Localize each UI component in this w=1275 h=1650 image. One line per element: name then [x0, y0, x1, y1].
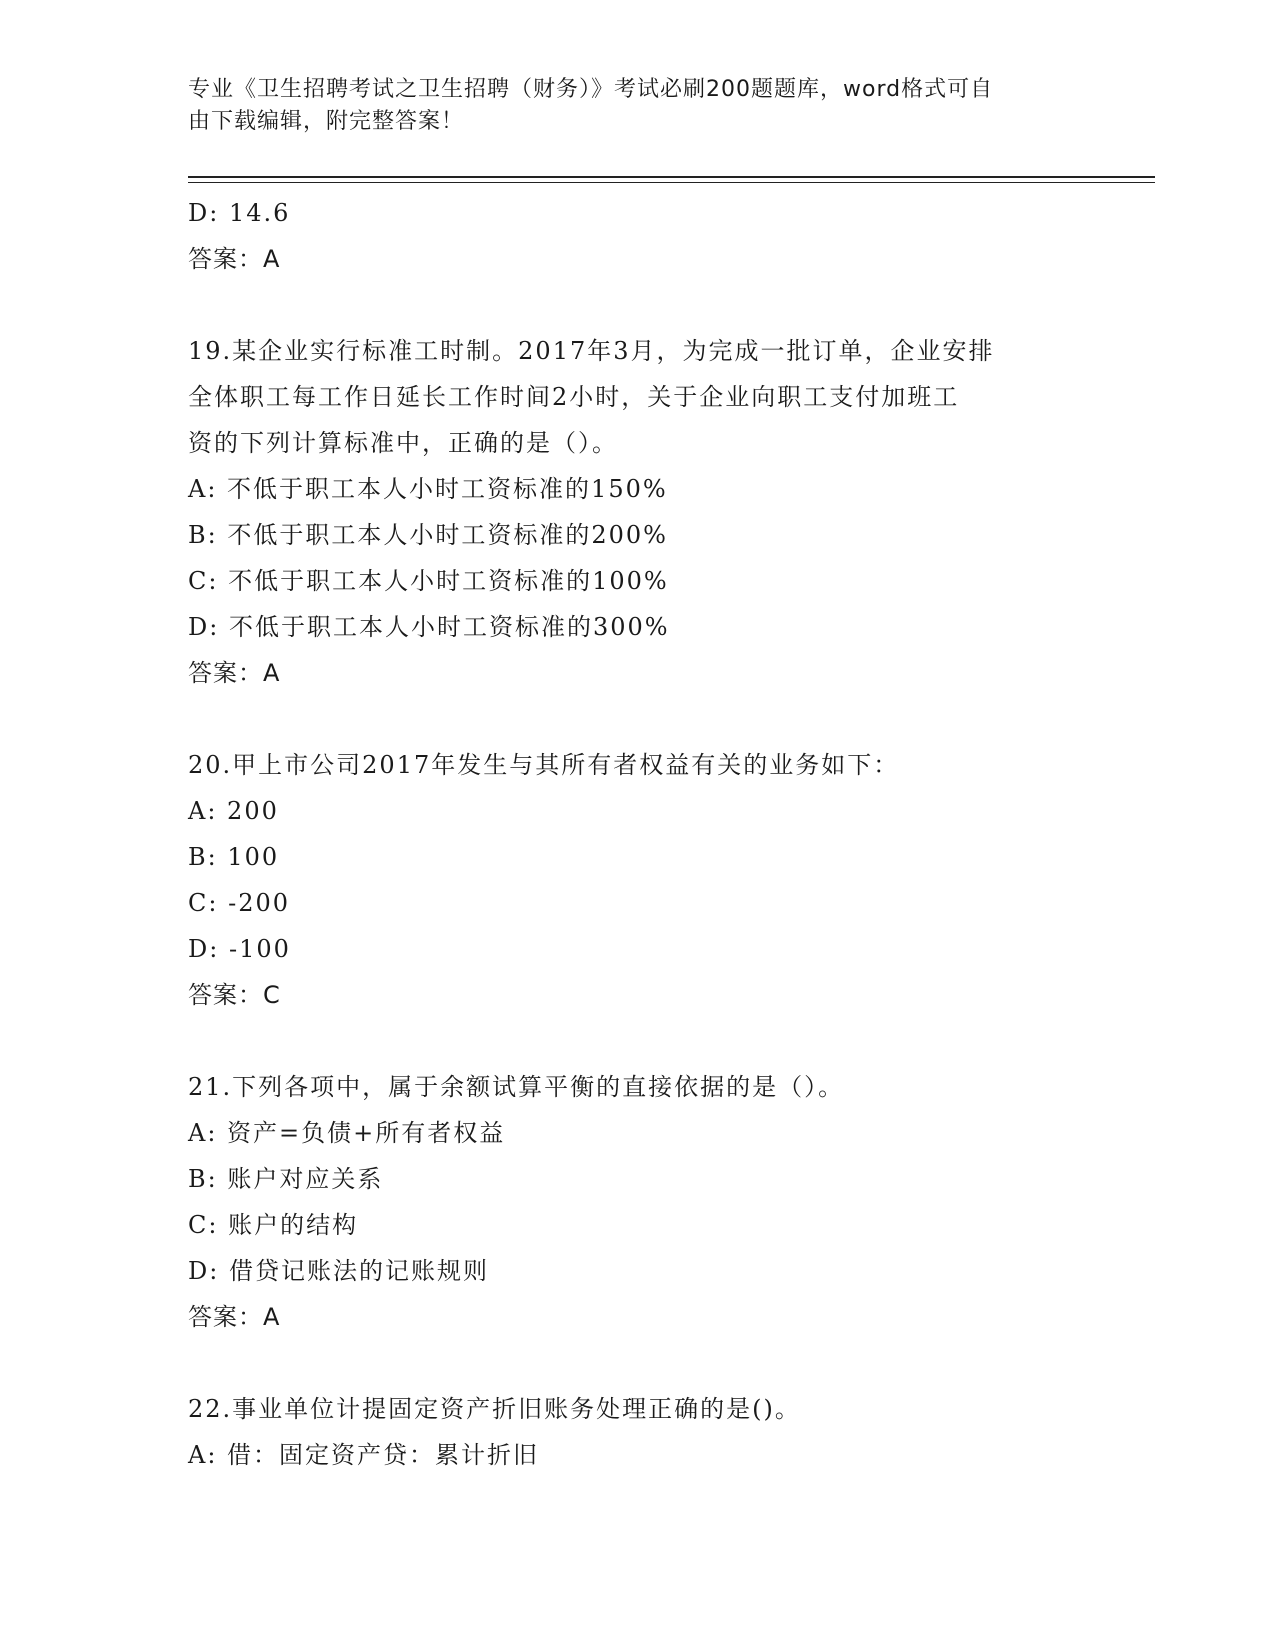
option-d: D: 借贷记账法的记账规则 [188, 1257, 489, 1285]
option-a: A: 资产=负债+所有者权益 [188, 1119, 506, 1147]
question-stem: 资的下列计算标准中，正确的是（）。 [188, 429, 618, 457]
option-d: D: -100 [188, 935, 291, 963]
question-stem: 22.事业单位计提固定资产折旧账务处理正确的是()。 [188, 1395, 801, 1423]
question-21 [188, 1064, 1118, 1340]
option-a: A: 借：固定资产贷：累计折旧 [188, 1441, 540, 1469]
question-stem: 20.甲上市公司2017年发生与其所有者权益有关的业务如下： [188, 751, 900, 779]
option-b: B: 不低于职工本人小时工资标准的200% [188, 521, 668, 549]
answer-line: 答案：C [188, 981, 281, 1009]
document-header [188, 74, 1088, 138]
header-divider-thin [188, 182, 1155, 183]
header-divider-thick [188, 176, 1155, 178]
option-d: D: 不低于职工本人小时工资标准的300% [188, 613, 670, 641]
question-18-tail [188, 190, 1118, 282]
option-a: A: 200 [188, 797, 279, 825]
header-line-2: 由下载编辑，附完整答案！ [188, 109, 465, 134]
spacer [188, 696, 1118, 742]
spacer [188, 282, 1118, 328]
header-line-1: 专业《卫生招聘考试之卫生招聘（财务）》考试必刷200题题库，word格式可自 [188, 77, 994, 102]
question-22 [188, 1386, 1118, 1478]
question-stem: 21.下列各项中，属于余额试算平衡的直接依据的是（）。 [188, 1073, 845, 1101]
option-c: C: 账户的结构 [188, 1211, 359, 1239]
spacer [188, 1340, 1118, 1386]
option-a: A: 不低于职工本人小时工资标准的150% [188, 475, 668, 503]
option-b: B: 账户对应关系 [188, 1165, 384, 1193]
question-stem: 19.某企业实行标准工时制。2017年3月，为完成一批订单，企业安排 [188, 337, 995, 365]
answer-line: 答案：A [188, 245, 281, 273]
question-20 [188, 742, 1118, 1018]
question-19 [188, 328, 1118, 696]
option-c: C: 不低于职工本人小时工资标准的100% [188, 567, 669, 595]
answer-line: 答案：A [188, 659, 281, 687]
question-list [188, 190, 1118, 1478]
option-b: B: 100 [188, 843, 280, 871]
option-d: D: 14.6 [188, 199, 291, 227]
question-stem: 全体职工每工作日延长工作时间2小时，关于企业向职工支付加班工 [188, 383, 960, 411]
answer-line: 答案：A [188, 1303, 281, 1331]
spacer [188, 1018, 1118, 1064]
option-c: C: -200 [188, 889, 290, 917]
